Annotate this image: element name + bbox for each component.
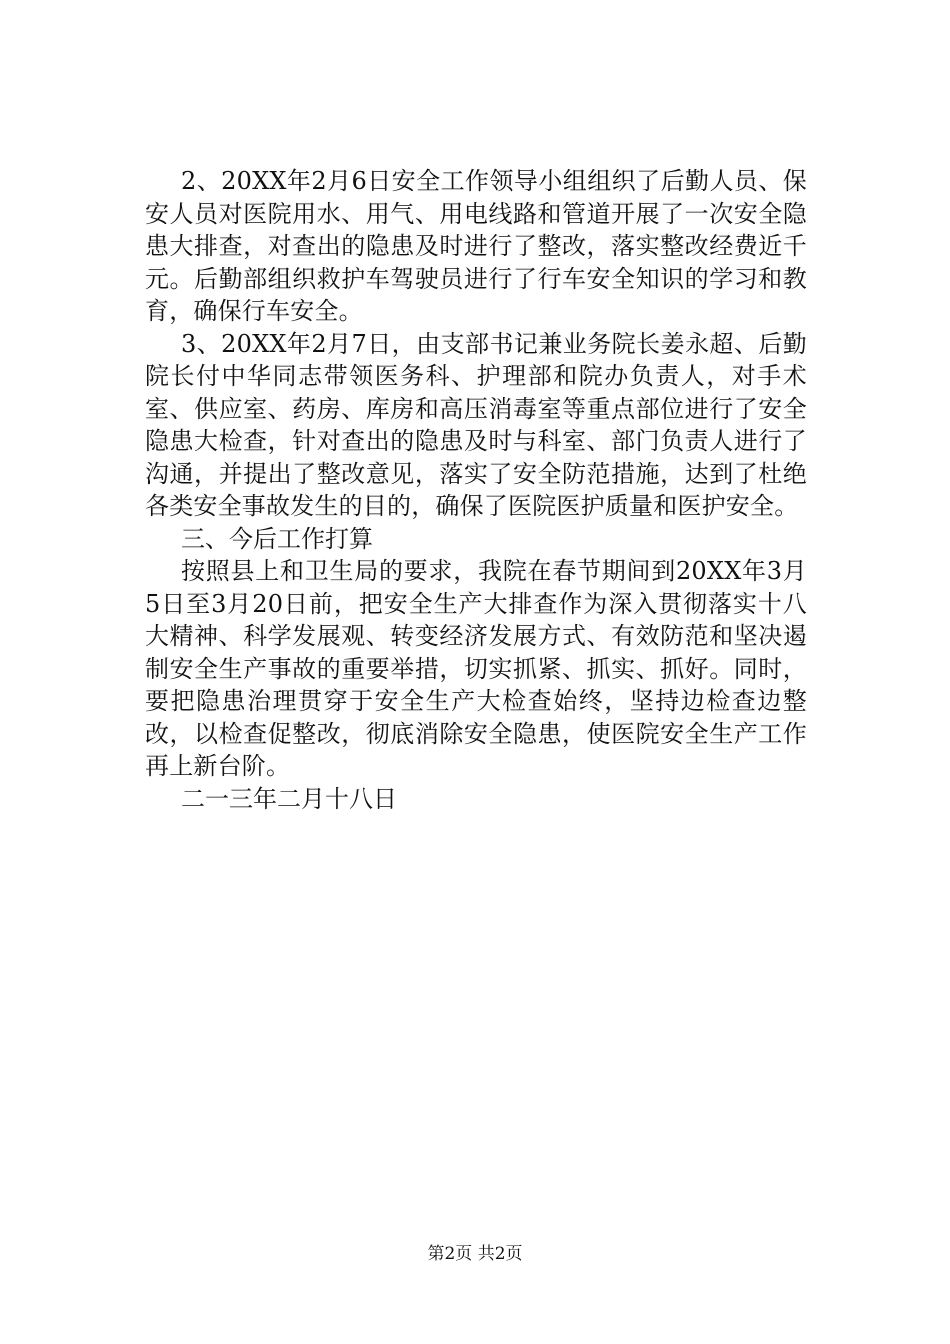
paragraph-item-3: 3、20XX年2月7日，由支部书记兼业务院长姜永超、后勤院长付中华同志带领医务科、护理部和院办负责人，对手术室、供应室、药房、库房和高压消毒室等重点部位进行了安全隐患大检查，针对查出的隐患及时与科室、部门负责人进行了沟通，并提出了整改意见，落实了安全防范措施，达到了杜绝各类安全事故发生的目的，确保了医院医护质量和医护安全。 bbox=[145, 329, 807, 520]
document-body bbox=[145, 165, 807, 815]
paragraph-item-2: 2、20XX年2月6日安全工作领导小组组织了后勤人员、保安人员对医院用水、用气、用电线路和管道开展了一次安全隐患大排查，对查出的隐患及时进行了整改，落实整改经费近千元。后勤部组织救护车驾驶员进行了行车安全知识的学习和教育，确保行车安全。 bbox=[145, 167, 807, 325]
document-date: 二一三年二月十八日 bbox=[181, 784, 397, 813]
section-heading: 三、今后工作打算 bbox=[181, 524, 373, 553]
section-paragraph: 按照县上和卫生局的要求，我院在春节期间到20XX年3月5日至3月20日前，把安全生产大排查作为深入贯彻落实十八大精神、科学发展观、转变经济发展方式、有效防范和坚决遏制安全生产事故的重要举措，切实抓紧、抓实、抓好。同时，要把隐患治理贯穿于安全生产大检查始终，坚持边检查边整改，以检查促整改，彻底消除安全隐患，使医院安全生产工作再上新台阶。 bbox=[145, 557, 807, 780]
page-number: 第2页 共2页 bbox=[427, 1244, 523, 1264]
page-footer bbox=[0, 1243, 950, 1265]
